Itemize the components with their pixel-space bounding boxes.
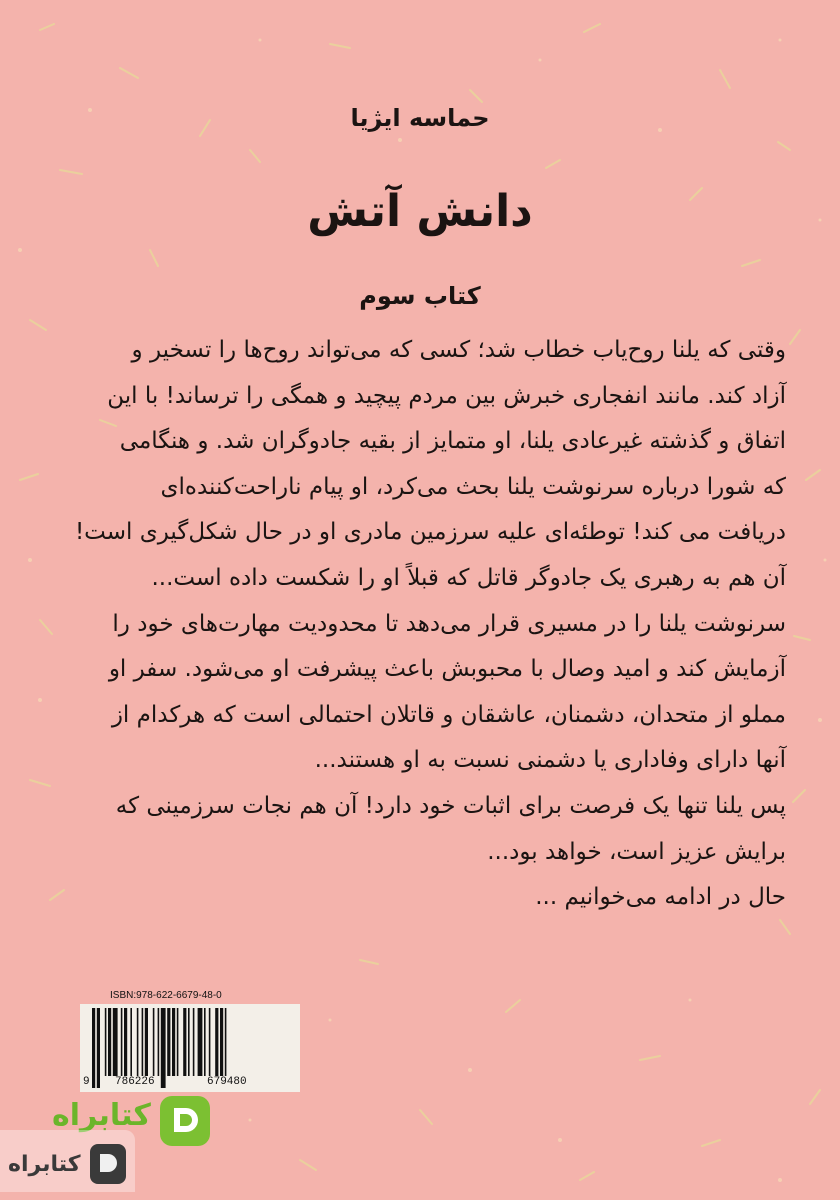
isbn-label: ISBN:978-622-6679-48-0 bbox=[110, 990, 222, 1001]
barcode-bar bbox=[220, 1008, 223, 1076]
barcode-bar bbox=[97, 1008, 100, 1088]
barcode-bar bbox=[183, 1008, 186, 1076]
blurb-line: حال در ادامه می‌خوانیم ... bbox=[535, 884, 786, 911]
barcode-bar bbox=[167, 1008, 170, 1076]
blurb-line: مملو از متحدان، دشمنان، عاشقان و قاتلان احتمالی است که هرکدام از bbox=[111, 701, 786, 728]
book-logo-icon bbox=[154, 1088, 216, 1150]
blurb-line: آزاد کند. مانند انفجاری خبرش بین مردم پیچید و همگی را ترساند! با این bbox=[107, 382, 786, 409]
blurb-text bbox=[74, 328, 786, 921]
barcode-bar bbox=[113, 1008, 118, 1076]
blurb-line: دریافت می کند! توطئه‌ای علیه سرزمین مادری او در حال شکل‌گیری است! bbox=[74, 519, 786, 546]
barcode-digit-lead: 9 bbox=[83, 1076, 90, 1088]
blurb-line: برایش عزیز است، خواهد بود... bbox=[487, 838, 786, 865]
barcode-bar bbox=[137, 1008, 139, 1076]
barcode-bar bbox=[158, 1008, 160, 1076]
publisher-watermark bbox=[0, 1130, 135, 1192]
barcode-bar bbox=[193, 1008, 195, 1076]
book-number: کتاب سوم bbox=[359, 282, 481, 310]
blurb-line: آن هم به رهبری یک جادوگر قاتل که قبلاً او را شکست داده است... bbox=[151, 564, 786, 591]
barcode-bar bbox=[105, 1008, 107, 1076]
barcode-digits-right: 679480 bbox=[207, 1076, 247, 1088]
barcode-bar bbox=[124, 1008, 127, 1076]
watermark-text: کتابراه bbox=[8, 1152, 81, 1177]
book-title: دانش آتش bbox=[307, 186, 533, 237]
series-title: حماسه ایژیا bbox=[350, 104, 490, 132]
blurb-line: وقتی که یلنا روح‌یاب خطاب شد؛ کسی که می‌تواند روح‌ها را تسخیر و bbox=[131, 337, 786, 363]
barcode-bar bbox=[209, 1008, 211, 1076]
barcode-bar bbox=[142, 1008, 144, 1076]
isbn-barcode bbox=[80, 990, 300, 1092]
barcode-bar bbox=[161, 1008, 166, 1088]
barcode-bar bbox=[177, 1008, 179, 1076]
blurb-line: اتفاق و گذشته غیرعادی یلنا، او متمایز از بقیه جادوگران شد. و هنگامی bbox=[119, 428, 786, 455]
barcode-digits-left: 786226 bbox=[115, 1076, 155, 1088]
barcode-bar bbox=[145, 1008, 148, 1076]
barcode-bar bbox=[204, 1008, 206, 1076]
barcode-box bbox=[80, 1004, 300, 1092]
barcode-bar bbox=[215, 1008, 218, 1076]
barcode-bars bbox=[80, 1004, 300, 1092]
blurb-line: آزمایش کند و امید وصال با محبوبش باعث پیشرفت او می‌شود. سفر او bbox=[108, 656, 786, 683]
barcode-bar bbox=[198, 1008, 203, 1076]
barcode-bar bbox=[172, 1008, 175, 1076]
barcode-bar bbox=[121, 1008, 123, 1076]
barcode-bar bbox=[188, 1008, 190, 1076]
blurb-line: که شورا درباره سرنوشت یلنا بحث می‌کرد، او پیام ناراحت‌کننده‌ای bbox=[160, 473, 786, 500]
barcode-bar bbox=[153, 1008, 155, 1076]
blurb-line: سرنوشت یلنا را در مسیری قرار می‌دهد تا محدودیت مهارت‌های خود را bbox=[112, 610, 786, 637]
barcode-bar bbox=[108, 1008, 111, 1076]
watermark-book-icon bbox=[88, 1142, 128, 1186]
barcode-bar bbox=[130, 1008, 132, 1076]
blurb-line: پس یلنا تنها یک فرصت برای اثبات خود دارد! آن هم نجات سرزمینی که bbox=[115, 792, 786, 819]
barcode-bar bbox=[92, 1008, 95, 1088]
publisher-logo-text: کتابراه bbox=[52, 1098, 151, 1133]
blurb-line: آنها دارای وفاداری یا دشمنی نسبت به او هستند... bbox=[314, 747, 786, 774]
